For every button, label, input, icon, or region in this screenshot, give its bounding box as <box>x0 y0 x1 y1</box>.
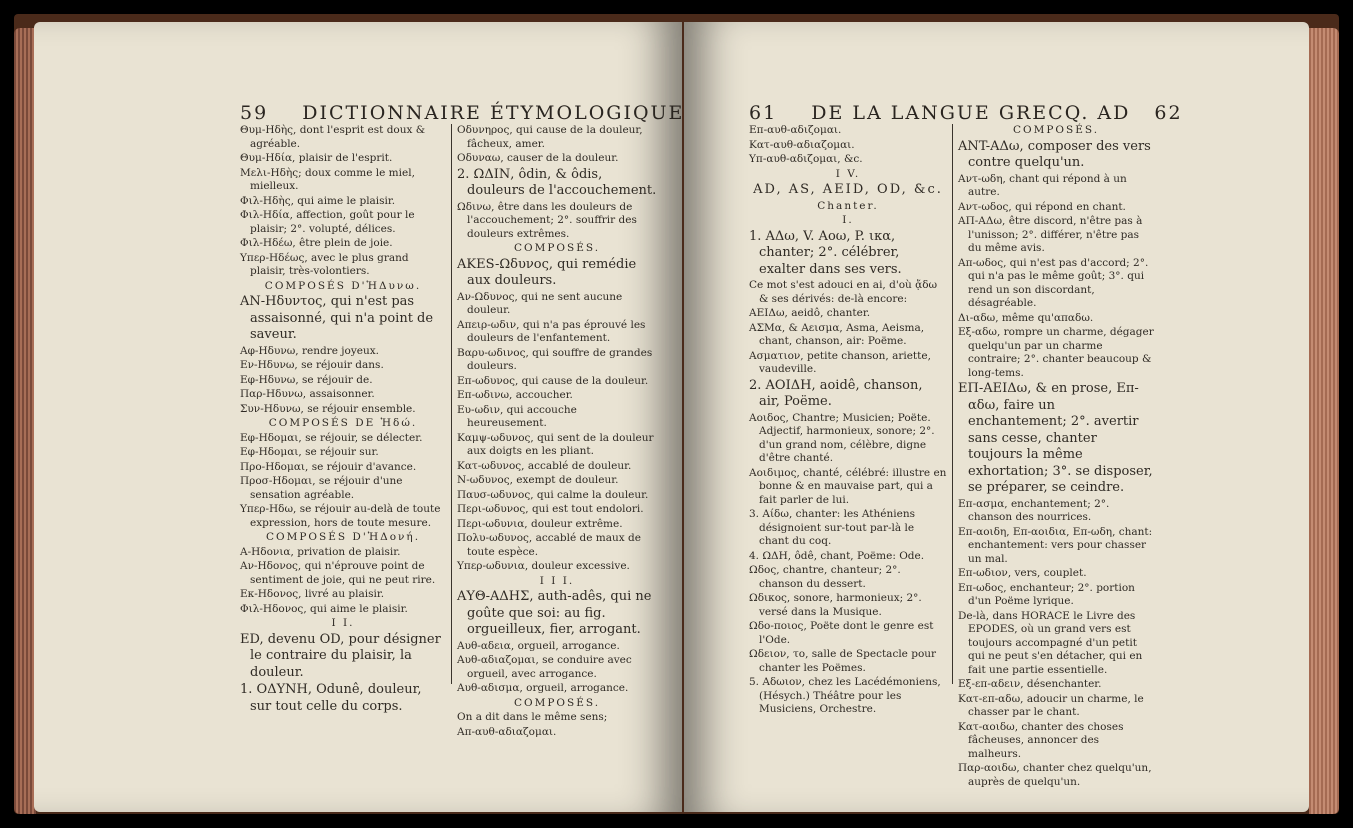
entry-line: Ωδος, chantre, chanteur; 2°. chanson du dessert. <box>749 564 901 590</box>
entry-line: I V. <box>835 167 861 180</box>
entry-line: Περι-ωδυνος, qui est tout endolori. <box>457 503 644 515</box>
entry-line: Εξ-αδω, rompre un charme, dégager quelqu'un par un charme contraire; 2°. chanter beaucoup & long-tems. <box>958 326 1154 379</box>
running-title: DE LA LANGUE GRECQ. AD <box>811 102 1131 124</box>
entry-line: Απ-αυθ-αδιαζομαι. <box>457 725 557 738</box>
entry-line: Παυσ-ωδυνος, qui calme la douleur. <box>457 488 649 501</box>
left-page <box>34 22 685 812</box>
entry-line: Προσ-Ηδομαι, se réjouir d'une sensation agréable. <box>240 475 403 501</box>
right-page <box>684 22 1309 812</box>
entry-line: Κατ-αοιδω, chanter des choses fâcheuses, annoncer des malheurs. <box>958 720 1124 760</box>
entry-line: Περι-ωδυνια, douleur extrême. <box>457 517 623 530</box>
entry-line: 2. ΩΔΙΝ, ôdin, & ôdis, douleurs de l'accouchement. <box>457 166 657 198</box>
entry-line: Επ-ασμα, enchantement; 2°. chanson des nourrices. <box>958 497 1110 523</box>
entry-line: AD, AS, AEID, OD, &c. <box>753 182 943 197</box>
entry-line: Εφ-Ηδυνω, se réjouir de. <box>240 373 373 386</box>
entry-line: ANT-ΑΔω, composer des vers contre quelqu'un. <box>958 138 1151 170</box>
entry-line: Εν-Ηδυνω, se réjouir dans. <box>240 359 384 371</box>
entry-line: Συν-Ηδυνω, se réjouir ensemble. <box>240 402 416 415</box>
entry-line: COMPOSÉS D'ἩΔυνω. <box>264 279 422 292</box>
page-number: 61 <box>749 102 778 124</box>
entry-line: Αυθ-αδεια, orgueil, arrogance. <box>457 639 620 652</box>
entry-line: Chanter. <box>817 199 879 212</box>
entry-line: Επ-ωδος, enchanteur; 2°. portion d'un Poëme lyrique. <box>958 581 1135 607</box>
entry-line: Ce mot s'est adouci en ai, d'où ᾄδω & ses dérivés: de-là encore: <box>749 279 938 305</box>
left-page-column-1 <box>240 124 446 716</box>
entry-line: Θυμ-Ηδὴς, dont l'esprit est doux & agréable. <box>240 124 426 150</box>
entry-line: Αντ-ωδη, chant qui répond à un autre. <box>958 172 1127 198</box>
entry-line: Εφ-Ηδομαι, se réjouir sur. <box>240 446 379 458</box>
entry-line: Ωδειον, το, salle de Spectacle pour chanter les Poëmes. <box>749 648 937 674</box>
entry-line: Οδυνηρος, qui cause de la douleur, fâcheux, amer. <box>457 124 643 150</box>
entry-line: ΑΣΜα, & Αεισμα, Asma, Aeisma, chant, chanson, air: Poëme. <box>749 321 925 347</box>
entry-line: Επ-ωδιον, vers, couplet. <box>958 567 1087 579</box>
entry-line: Φιλ-Ηδονος, qui aime le plaisir. <box>240 602 408 615</box>
entry-line: Αν-Ωδυνος, qui ne sent aucune douleur. <box>457 290 623 316</box>
entry-line: 3. Αίδω, chanter: les Athéniens désignoient sur-tout par-là le chant du coq. <box>749 508 915 547</box>
open-book <box>14 14 1339 814</box>
entry-line: ΕΠ-ΑΕΙΔω, & en prose, Επ-αδω, faire un enchantement; 2°. avertir sans cesse, chanter toujours la même exhortation; 3°. se disposer, se préparer, se ceindre. <box>958 381 1153 495</box>
entry-line: Μελι-Ηδὴς; doux comme le miel, mielleux. <box>240 166 415 192</box>
entry-line: Κατ-ωδυνος, accablé de douleur. <box>457 459 632 472</box>
entry-line: COMPOSÉS DE Ἡδώ. <box>268 417 418 429</box>
entry-line: I I. <box>331 617 355 629</box>
entry-line: Επ-ωδινω, accoucher. <box>457 389 573 401</box>
entry-line: Αυθ-αδιαζομαι, se conduire avec orgueil, avec arrogance. <box>457 654 632 680</box>
left-page-column-2 <box>457 124 657 740</box>
entry-line: Απ-ωδος, qui n'est pas d'accord; 2°. qui n'a pas le même goût; 3°. qui rend un son discordant, désagréable. <box>958 256 1149 309</box>
entry-line: Ν-ωδυνος, exempt de douleur. <box>457 474 619 486</box>
entry-line: Απειρ-ωδιν, qui n'a pas éprouvé les douleurs de l'enfantement. <box>457 318 646 344</box>
entry-line: COMPOSÉS. <box>513 696 601 709</box>
entry-line: 5. Αδωιον, chez les Lacédémoniens, (Hésych.) Théâtre pour les Musiciens, Orchestre. <box>749 676 941 715</box>
entry-line: Βαρυ-ωδινος, qui souffre de grandes douleurs. <box>457 346 653 372</box>
entry-line: AEIΔω, aeidô, chanter. <box>749 307 871 319</box>
entry-line: Θυμ-Ηδία, plaisir de l'esprit. <box>240 152 393 164</box>
entry-line: Αν-Ηδονος, qui n'éprouve point de sentiment de joie, qui ne peut rire. <box>240 560 436 586</box>
entry-line: 1. ΟΔΥΝΗ, Odunê, douleur, sur tout celle du corps. <box>240 682 422 714</box>
entry-line: Επ-αοιδη, Επ-αοιδια, Επ-ωδη, chant: enchantement: vers pour chasser un mal. <box>958 525 1153 565</box>
page-number: 62 <box>1154 102 1183 124</box>
entry-line: ΑΥΘ-ΑΔΗΣ, auth-adês, qui ne goûte que soi: au fig. orgueilleux, fier, arrogant. <box>457 589 652 637</box>
entry-line: Καμψ-ωδυνος, qui sent de la douleur aux doigts en les pliant. <box>457 431 654 457</box>
entry-line: COMPOSÉS. <box>1012 124 1100 136</box>
entry-line: I I I. <box>539 574 575 587</box>
entry-line: Φιλ-Ηδὴς, qui aime le plaisir. <box>240 194 396 207</box>
entry-line: 1. ΑΔω, V. Αοω, P. ικα, chanter; 2°. célébrer, exalter dans ses vers. <box>749 228 902 277</box>
entry-line: Κατ-αυθ-αδιαζομαι. <box>749 138 855 151</box>
column-rule <box>952 124 953 684</box>
column-rule <box>451 124 452 684</box>
entry-line: Υπερ-ωδυνια, douleur excessive. <box>457 560 630 572</box>
entry-line: Παρ-αοιδω, chanter chez quelqu'un, auprès de quelqu'un. <box>958 762 1152 788</box>
right-page-column-2 <box>958 124 1154 790</box>
entry-line: ED, devenu OD, pour désigner le contraire du plaisir, la douleur. <box>240 631 441 680</box>
entry-line: Ωδικος, sonore, harmonieux; 2°. versé dans la Musique. <box>749 592 922 618</box>
entry-line: Υπερ-Ηδέως, avec le plus grand plaisir, très-volontiers. <box>240 251 409 277</box>
entry-line: Εκ-Ηδονος, livré au plaisir. <box>240 588 385 600</box>
entry-line: Πολυ-ωδυνος, accablé de maux de toute espèce. <box>457 532 641 558</box>
entry-line: Εξ-επ-αδειν, désenchanter. <box>958 678 1102 690</box>
entry-line: Παρ-Ηδυνω, assaisonner. <box>240 388 375 400</box>
entry-line: Αντ-ωδος, qui répond en chant. <box>958 200 1126 213</box>
entry-line: ΑΠ-ΑΔω, être discord, n'être pas à l'unisson; 2°. différer, n'être pas du même avis. <box>958 215 1143 254</box>
entry-line: AN-Ηδυντος, qui n'est pas assaisonné, qui n'a point de saveur. <box>240 294 434 342</box>
entry-line: Ωδο-ποιος, Poëte dont le genre est l'Ode. <box>749 620 934 646</box>
entry-line: Ασματιον, petite chanson, ariette, vaudeville. <box>749 349 931 375</box>
entry-line: Αοιδιμος, chanté, célébré: illustre en bonne & en mauvaise part, qui a fait parler de lui. <box>749 466 947 506</box>
entry-line: COMPOSÉS. <box>513 242 601 254</box>
entry-line: On a dit dans le même sens; <box>457 711 608 723</box>
entry-line: Φιλ-Ηδέω, être plein de joie. <box>240 237 393 249</box>
entry-line: Υπερ-Ηδω, se réjouir au-delà de toute expression, hors de toute mesure. <box>240 503 441 529</box>
entry-line: 2. ΑΟΙΔΗ, aoidê, chanson, air, Poëme. <box>749 377 923 409</box>
left-page-edges <box>14 28 36 814</box>
right-page-column-1 <box>749 124 947 718</box>
entry-line: Αφ-Ηδυνω, rendre joyeux. <box>240 344 379 357</box>
entry-line: AKES-Ωδυνος, qui remédie aux douleurs. <box>457 256 637 288</box>
entry-line: Κατ-επ-αδω, adoucir un charme, le chasser par le chant. <box>958 692 1144 718</box>
entry-line: Επ-ωδυνος, qui cause de la douleur. <box>457 374 649 387</box>
entry-line: De-là, dans HORACE le Livre des EPODES, où un grand vers est toujours accompagné d'un petit qui ne peut s'en détacher, qui en fait une partie essentielle. <box>958 609 1143 676</box>
right-page-header <box>749 102 1183 124</box>
entry-line: Προ-Ηδομαι, se réjouir d'avance. <box>240 460 417 473</box>
entry-line: A-Ηδονια, privation de plaisir. <box>240 545 401 558</box>
entry-line: Ευ-ωδιν, qui accouche heureusement. <box>457 403 577 429</box>
entry-line: Οδυναω, causer de la douleur. <box>457 152 619 164</box>
entry-line: Αυθ-αδισμα, orgueil, arrogance. <box>457 682 629 694</box>
entry-line: Φιλ-Ηδία, affection, goût pour le plaisir; 2°. volupté, délices. <box>240 209 415 235</box>
entry-line: Δι-αδω, même qu'απαδω. <box>958 311 1094 324</box>
right-page-edges <box>1309 28 1339 814</box>
left-page-header <box>240 102 737 124</box>
entry-line: Ωδινω, être dans les douleurs de l'accouchement; 2°. souffrir des douleurs extrêmes. <box>457 200 637 240</box>
page-number: 59 <box>240 102 269 124</box>
entry-line: Αοιδος, Chantre; Musicien; Poëte. Adjectif, harmonieux, sonore; 2°. d'un grand nom, célèbre, digne d'être chanté. <box>749 411 935 464</box>
entry-line: I. <box>842 214 854 226</box>
entry-line: Υπ-αυθ-αδιζομαι, &c. <box>749 153 863 165</box>
entry-line: Εφ-Ηδομαι, se réjouir, se délecter. <box>240 431 423 444</box>
entry-line: Επ-αυθ-αδιζομαι. <box>749 124 842 136</box>
running-title: DICTIONNAIRE ÉTYMOLOGIQUE <box>302 102 685 124</box>
entry-line: 4. ΩΔΗ, ôdê, chant, Poëme: Ode. <box>749 549 925 562</box>
entry-line: COMPOSÉS D'ἩΔονή. <box>265 531 421 543</box>
